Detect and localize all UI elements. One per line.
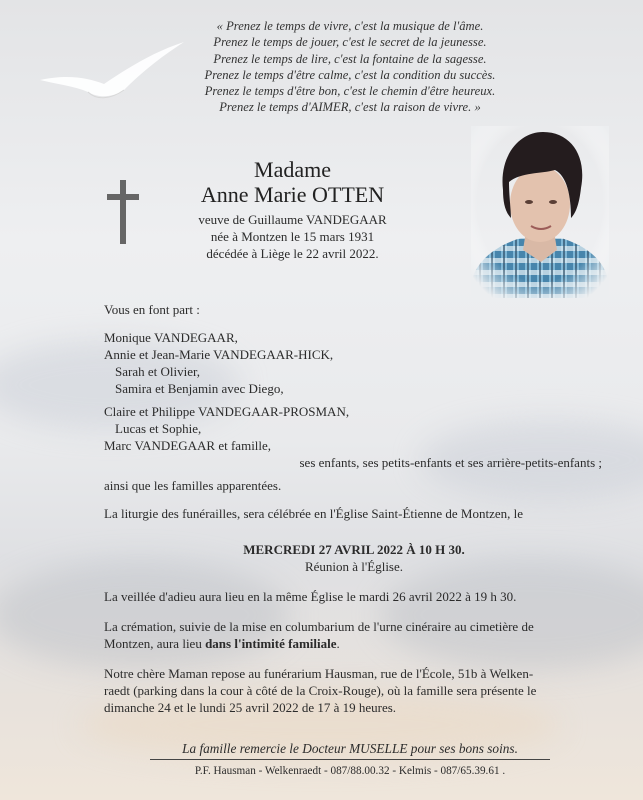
announcement-body <box>104 301 604 716</box>
poem-line: Prenez le temps d'AIMER, c'est la raison de vivre. » <box>219 100 481 115</box>
cremation-line-2 <box>104 635 604 652</box>
poem-line: Prenez le temps de lire, c'est la fontaine de la sagesse. <box>213 51 487 66</box>
portrait-photo <box>471 126 609 298</box>
thanks-line: La famille remercie le Docteur MUSELLE pour ses bons soins. <box>182 741 518 756</box>
funeral-home-line: P.F. Hausman - Welkenraedt - 087/88.00.32 - Kelmis - 087/65.39.61 . <box>194 765 506 777</box>
deceased-name: Anne Marie OTTEN <box>200 182 385 207</box>
relation-line: ses enfants, ses petits-enfants et ses arrière-petits-enfants ; <box>299 455 602 470</box>
poem-line: Prenez le temps d'être calme, c'est la condition du succès. <box>204 67 496 82</box>
family-member: Claire et Philippe VANDEGAAR-PROSMAN, <box>104 404 350 419</box>
footer <box>150 740 550 778</box>
family-member: Annie et Jean-Marie VANDEGAAR-HICK, <box>104 347 334 362</box>
rest-line: dimanche 24 et le lundi 25 avril 2022 de 17 à 19 heures. <box>104 700 397 715</box>
family-member: Samira et Benjamin avec Diego, <box>115 381 284 396</box>
family-member: Monique VANDEGAAR, <box>104 330 238 345</box>
poem-line: « Prenez le temps de vivre, c'est la musique de l'âme. <box>216 19 484 33</box>
poem-line: Prenez le temps d'être bon, c'est le chemin d'être heureux. <box>204 84 496 99</box>
family-member: Marc VANDEGAAR et famille, <box>104 438 272 453</box>
poem <box>150 18 550 116</box>
death-line: décédée à Liège le 22 avril 2022. <box>206 246 379 261</box>
divider <box>150 759 550 760</box>
intro-text: Vous en font part : <box>104 302 200 317</box>
intimacy-text: dans l'intimité familiale <box>205 636 337 651</box>
liturgy-line: La liturgie des funérailles, sera célébrée en l'Église Saint-Étienne de Montzen, le <box>104 506 524 521</box>
rest-line: Notre chère Maman repose au funérarium Hausman, rue de l'École, 51b à Welken- <box>104 666 534 681</box>
rest-line: raedt (parking dans la cour à côté de la Croix-Rouge), où la famille sera présente le <box>104 683 537 698</box>
relatives-line: ainsi que les familles apparentées. <box>104 478 282 493</box>
widow-line: veuve de Guillaume VANDEGAAR <box>198 212 387 227</box>
poem-line: Prenez le temps de jouer, c'est le secret de la jeunesse. <box>213 35 487 50</box>
cremation-period: . <box>336 636 340 651</box>
cremation-line: La crémation, suivie de la mise en columbarium de l'urne cinéraire au cimetière de <box>104 619 534 634</box>
deceased-title: Madame <box>254 157 331 182</box>
cremation-text: Montzen, aura lieu <box>104 636 206 651</box>
ceremony-date: MERCREDI 27 AVRIL 2022 À 10 H 30. <box>243 542 465 557</box>
family-member: Sarah et Olivier, <box>115 364 201 379</box>
cross-icon <box>107 180 139 244</box>
deceased-info <box>150 158 435 262</box>
vigil-line: La veillée d'adieu aura lieu en la même Église le mardi 26 avril 2022 à 19 h 30. <box>104 589 517 604</box>
meeting-line: Réunion à l'Église. <box>304 559 404 574</box>
family-member: Lucas et Sophie, <box>115 421 202 436</box>
birth-line: née à Montzen le 15 mars 1931 <box>210 229 375 244</box>
